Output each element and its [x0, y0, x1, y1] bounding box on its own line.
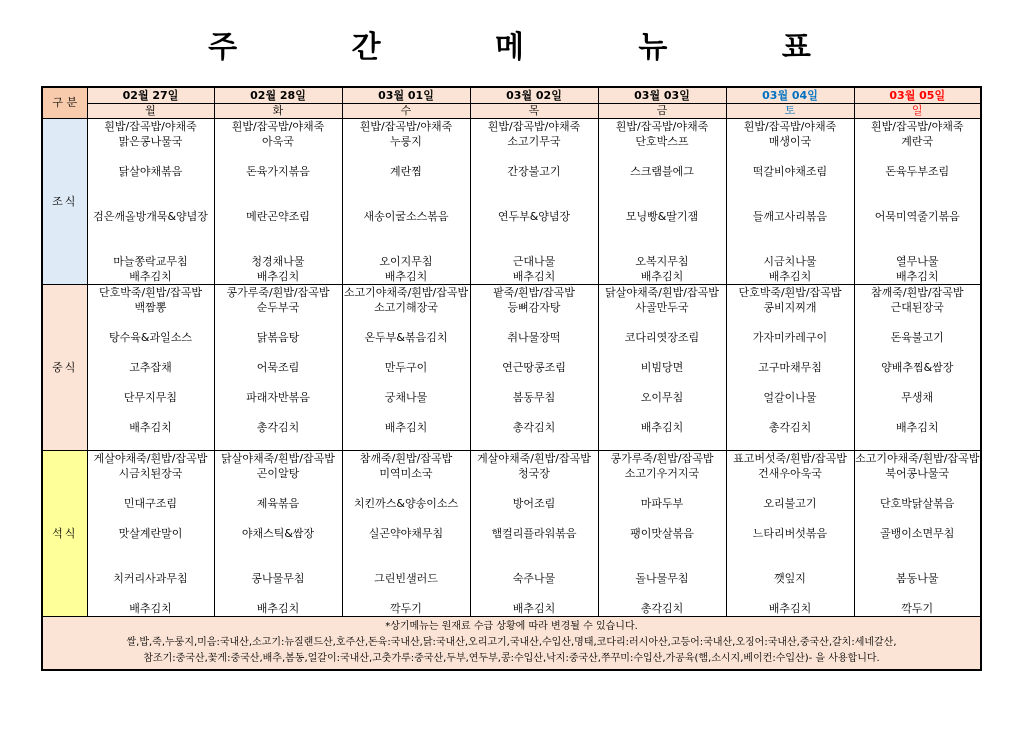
menu-item: 단무지무침: [123, 391, 178, 404]
menu-item: 북어콩나물국: [885, 467, 950, 480]
menu-item: 양배추찜&쌈장: [881, 361, 954, 374]
menu-item: 모닝빵&딸기잼: [625, 210, 699, 223]
menu-item: 배추김치: [640, 270, 684, 283]
menu-body: [42, 119, 981, 617]
menu-blank-slot: [599, 556, 726, 571]
menu-item: 돈육가지볶음: [246, 165, 310, 178]
menu-blank-slot: [215, 345, 342, 360]
menu-item: 소고기야채죽/흰밥/잡곡밥: [343, 286, 469, 299]
menu-blank-slot: [215, 556, 342, 571]
menu-blank-slot: [88, 194, 214, 209]
menu-cell: [342, 451, 470, 617]
menu-item: 배추김치: [129, 270, 172, 283]
menu-blank-slot: [727, 345, 854, 360]
menu-item: 게살야채죽/흰밥/잡곡밥: [93, 452, 208, 465]
weekday-header: 토: [726, 104, 854, 119]
menu-item: 계란국: [901, 135, 934, 148]
menu-blank-slot: [471, 556, 598, 571]
menu-blank-slot: [471, 345, 598, 360]
menu-blank-slot: [215, 224, 342, 239]
menu-item: 단호박죽/흰밥/잡곡밥: [738, 286, 842, 299]
menu-item: 들깨고사리볶음: [752, 210, 828, 223]
menu-item: 돈육두부조림: [885, 165, 950, 178]
menu-item: 돈육불고기: [890, 331, 944, 344]
menu-blank-slot: [855, 224, 981, 239]
menu-cell: [854, 119, 981, 285]
menu-blank-slot: [343, 511, 470, 526]
menu-blank-slot: [471, 541, 598, 556]
menu-item: 총각김치: [512, 421, 556, 434]
menu-item: 마파두부: [640, 497, 684, 510]
menu-item: 야채스틱&쌈장: [241, 527, 315, 540]
date-header: 03월 02일: [470, 87, 598, 104]
menu-item: 햄컬리플라워볶음: [491, 527, 577, 540]
menu-blank-slot: [599, 239, 726, 254]
menu-blank-slot: [88, 375, 214, 390]
menu-blank-slot: [855, 194, 981, 209]
menu-cell: [598, 119, 726, 285]
menu-blank-slot: [343, 345, 470, 360]
meal-row-2: [42, 451, 981, 617]
menu-item: 온두부&볶음김치: [364, 331, 448, 344]
menu-item: 총각김치: [640, 602, 684, 615]
menu-item: 곤이알탕: [256, 467, 300, 480]
menu-blank-slot: [88, 345, 214, 360]
menu-blank-slot: [88, 239, 214, 254]
menu-blank-slot: [343, 481, 470, 496]
menu-blank-slot: [471, 149, 598, 164]
menu-item: 닭살야채죽/흰밥/잡곡밥: [605, 286, 719, 299]
menu-item: 스크램블에그: [630, 165, 694, 178]
menu-blank-slot: [215, 179, 342, 194]
menu-blank-slot: [727, 435, 854, 450]
menu-blank-slot: [855, 541, 981, 556]
menu-item: 흰밥/잡곡밥/야채죽: [487, 120, 581, 133]
menu-item: 닭살야채죽/흰밥/잡곡밥: [221, 452, 335, 465]
menu-item: 배추김치: [895, 270, 939, 283]
menu-blank-slot: [343, 239, 470, 254]
menu-item: 골뱅이소면무침: [880, 527, 955, 540]
menu-item: 시금치나물: [763, 255, 817, 268]
date-header: 03월 05일: [854, 87, 981, 104]
menu-item: 돌나물무침: [635, 572, 689, 585]
menu-item: 근대나물: [512, 255, 556, 268]
menu-item: 등뼈감자탕: [507, 301, 561, 314]
menu-blank-slot: [727, 179, 854, 194]
menu-cell: [854, 285, 981, 451]
menu-item: 치커리사과무침: [113, 572, 188, 585]
menu-blank-slot: [855, 586, 981, 601]
menu-blank-slot: [471, 194, 598, 209]
menu-cell: [342, 119, 470, 285]
menu-blank-slot: [88, 481, 214, 496]
meal-label: 중식: [42, 285, 87, 451]
menu-item: 가자미카레구이: [752, 331, 828, 344]
menu-cell: [726, 285, 854, 451]
menu-item: 오복지무침: [635, 255, 689, 268]
menu-item: 배추김치: [384, 270, 428, 283]
date-header: 03월 03일: [598, 87, 726, 104]
date-header: 02월 28일: [214, 87, 342, 104]
meal-row-1: [42, 285, 981, 451]
menu-blank-slot: [343, 149, 470, 164]
weekday-header: 일: [854, 104, 981, 119]
menu-blank-slot: [855, 375, 981, 390]
menu-item: 소고기무국: [507, 135, 561, 148]
menu-blank-slot: [215, 435, 342, 450]
menu-blank-slot: [215, 541, 342, 556]
menu-item: 간장불고기: [507, 165, 561, 178]
menu-item: 배추김치: [512, 602, 556, 615]
menu-item: 떡갈비야채조림: [752, 165, 828, 178]
menu-blank-slot: [599, 149, 726, 164]
menu-blank-slot: [215, 481, 342, 496]
menu-item: 메란곤약조림: [246, 210, 310, 223]
menu-item: 방어조림: [512, 497, 556, 510]
menu-cell: [214, 451, 342, 617]
menu-item: 사골만두국: [635, 301, 689, 314]
menu-item: 연두부&양념장: [497, 210, 571, 223]
notice-row: [42, 617, 981, 671]
menu-item: 깻잎지: [774, 572, 806, 585]
menu-item: 참깨죽/흰밥/잡곡밥: [359, 452, 453, 465]
date-header: 03월 04일: [726, 87, 854, 104]
menu-item: 팥죽/흰밥/잡곡밥: [493, 286, 575, 299]
menu-item: 콩가루죽/흰밥/잡곡밥: [610, 452, 714, 465]
menu-blank-slot: [855, 435, 981, 450]
weekday-header: 금: [598, 104, 726, 119]
menu-item: 아욱국: [262, 135, 294, 148]
menu-blank-slot: [215, 405, 342, 420]
menu-blank-slot: [471, 511, 598, 526]
menu-item: 참깨죽/흰밥/잡곡밥: [871, 286, 964, 299]
menu-blank-slot: [727, 405, 854, 420]
menu-item: 실곤약야채무침: [368, 527, 444, 540]
menu-blank-slot: [599, 179, 726, 194]
menu-item: 비빔당면: [640, 361, 684, 374]
menu-blank-slot: [215, 149, 342, 164]
menu-blank-slot: [727, 511, 854, 526]
menu-item: 배추김치: [129, 602, 172, 615]
menu-item: 근대된장국: [890, 301, 944, 314]
menu-item: 배추김치: [256, 602, 300, 615]
menu-blank-slot: [215, 239, 342, 254]
menu-blank-slot: [343, 435, 470, 450]
menu-blank-slot: [343, 194, 470, 209]
menu-blank-slot: [727, 541, 854, 556]
menu-item: 단호박스프: [635, 135, 689, 148]
menu-cell: [726, 119, 854, 285]
menu-cell: [470, 119, 598, 285]
menu-blank-slot: [471, 405, 598, 420]
menu-item: 미역미소국: [379, 467, 433, 480]
menu-item: 콩가루죽/흰밥/잡곡밥: [226, 286, 330, 299]
menu-blank-slot: [855, 179, 981, 194]
menu-item: 배추김치: [384, 421, 428, 434]
menu-cell: [87, 285, 214, 451]
menu-cell: [598, 451, 726, 617]
weekday-header: 목: [470, 104, 598, 119]
menu-cell: [470, 451, 598, 617]
meal-label: 조식: [42, 119, 87, 285]
menu-item: 새송이굴소스볶음: [363, 210, 449, 223]
corner-label: 구 분: [42, 87, 87, 119]
menu-blank-slot: [88, 586, 214, 601]
menu-item: 배추김치: [640, 421, 684, 434]
meal-row-0: [42, 119, 981, 285]
origin-notice: [42, 617, 981, 671]
menu-blank-slot: [215, 511, 342, 526]
menu-item: 배추김치: [512, 270, 556, 283]
menu-blank-slot: [599, 586, 726, 601]
menu-blank-slot: [727, 481, 854, 496]
weekday-row: [42, 104, 981, 119]
menu-blank-slot: [599, 435, 726, 450]
menu-blank-slot: [727, 224, 854, 239]
menu-item: 치킨까스&양송이소스: [353, 497, 459, 510]
menu-item: 그린빈샐러드: [374, 572, 438, 585]
menu-item: 닭살야채볶음: [118, 165, 183, 178]
menu-blank-slot: [727, 315, 854, 330]
menu-item: 흰밥/잡곡밥/야채죽: [359, 120, 453, 133]
menu-blank-slot: [599, 224, 726, 239]
menu-blank-slot: [343, 315, 470, 330]
menu-item: 배추김치: [895, 421, 939, 434]
menu-blank-slot: [215, 194, 342, 209]
menu-item: 맑은콩나물국: [118, 135, 183, 148]
menu-item: 배추김치: [768, 602, 812, 615]
menu-blank-slot: [215, 375, 342, 390]
menu-item: 취나물장떡: [507, 331, 561, 344]
weekday-header: 월: [87, 104, 214, 119]
menu-blank-slot: [855, 345, 981, 360]
menu-blank-slot: [88, 315, 214, 330]
menu-item: 맛살계란말이: [118, 527, 183, 540]
menu-item: 고구마채무침: [758, 361, 822, 374]
menu-item: 얼갈이나물: [763, 391, 817, 404]
menu-item: 만두구이: [384, 361, 428, 374]
menu-item: 흰밥/잡곡밥/야채죽: [615, 120, 709, 133]
menu-blank-slot: [599, 194, 726, 209]
menu-blank-slot: [855, 315, 981, 330]
menu-item: 건새우아욱국: [758, 467, 822, 480]
meal-label: 석식: [42, 451, 87, 617]
menu-cell: [854, 451, 981, 617]
menu-blank-slot: [599, 315, 726, 330]
date-header: 02월 27일: [87, 87, 214, 104]
notice-line: 참조기:중국산,꽃게:중국산,배추,봄동,얼갈이:국내산,고춧가루:중국산,두부,연두부,콩:수입산,낙지:중국산,쭈꾸미:수입산,가공육(햄,소시지,베이컨:수입산)- 을 사용합니다.: [143, 653, 880, 664]
menu-item: 콩비지찌개: [763, 301, 817, 314]
menu-item: 팽이맛살볶음: [630, 527, 694, 540]
menu-item: 마늘쫑락교무침: [113, 255, 188, 268]
menu-cell: [598, 285, 726, 451]
menu-item: 숙주나물: [512, 572, 556, 585]
menu-blank-slot: [471, 435, 598, 450]
menu-blank-slot: [471, 224, 598, 239]
menu-item: 어묵조림: [256, 361, 300, 374]
menu-blank-slot: [855, 239, 981, 254]
menu-item: 코다리엿장조림: [624, 331, 700, 344]
menu-item: 게살야채죽/흰밥/잡곡밥: [477, 452, 591, 465]
menu-item: 소고기해장국: [374, 301, 438, 314]
menu-cell: [87, 451, 214, 617]
menu-cell: [87, 119, 214, 285]
menu-blank-slot: [343, 375, 470, 390]
menu-item: 청경채나물: [251, 255, 305, 268]
menu-cell: [470, 285, 598, 451]
menu-blank-slot: [599, 345, 726, 360]
menu-item: 흰밥/잡곡밥/야채죽: [104, 120, 197, 133]
menu-blank-slot: [727, 375, 854, 390]
menu-item: 시금치된장국: [118, 467, 183, 480]
menu-blank-slot: [343, 556, 470, 571]
menu-cell: [726, 451, 854, 617]
menu-item: 민대구조림: [123, 497, 178, 510]
menu-item: 봄동나물: [895, 572, 939, 585]
menu-blank-slot: [343, 541, 470, 556]
menu-item: 표고버섯죽/흰밥/잡곡밥: [733, 452, 847, 465]
menu-item: 느타리버섯볶음: [752, 527, 828, 540]
menu-blank-slot: [88, 224, 214, 239]
menu-blank-slot: [855, 149, 981, 164]
menu-item: 열무나물: [895, 255, 939, 268]
menu-blank-slot: [88, 179, 214, 194]
menu-blank-slot: [471, 586, 598, 601]
menu-cell: [214, 119, 342, 285]
menu-item: 단호박닭살볶음: [880, 497, 955, 510]
menu-blank-slot: [599, 481, 726, 496]
menu-item: 흰밥/잡곡밥/야채죽: [871, 120, 964, 133]
menu-blank-slot: [727, 239, 854, 254]
menu-blank-slot: [855, 511, 981, 526]
menu-blank-slot: [215, 586, 342, 601]
menu-blank-slot: [88, 435, 214, 450]
menu-item: 소고기야채죽/흰밥/잡곡밥: [855, 452, 980, 465]
menu-item: 배추김치: [768, 270, 812, 283]
menu-item: 깍두기: [901, 602, 934, 615]
menu-item: 흰밥/잡곡밥/야채죽: [743, 120, 837, 133]
menu-blank-slot: [88, 556, 214, 571]
menu-cell: [214, 285, 342, 451]
menu-item: 계란찜: [390, 165, 422, 178]
menu-item: 깍두기: [390, 602, 422, 615]
menu-blank-slot: [599, 511, 726, 526]
menu-blank-slot: [855, 405, 981, 420]
date-row: [42, 87, 981, 104]
menu-blank-slot: [471, 179, 598, 194]
weekday-header: 수: [342, 104, 470, 119]
menu-blank-slot: [471, 315, 598, 330]
menu-item: 배추김치: [129, 421, 172, 434]
menu-item: 무생채: [901, 391, 934, 404]
menu-item: 소고기우거지국: [624, 467, 700, 480]
menu-blank-slot: [855, 481, 981, 496]
menu-item: 누룽지: [390, 135, 422, 148]
menu-item: 닭볶음탕: [256, 331, 300, 344]
menu-item: 백짬뽕: [134, 301, 167, 314]
menu-blank-slot: [88, 511, 214, 526]
menu-blank-slot: [343, 405, 470, 420]
date-header: 03월 01일: [342, 87, 470, 104]
menu-item: 오이지무침: [379, 255, 433, 268]
menu-item: 오이무침: [640, 391, 684, 404]
menu-blank-slot: [88, 149, 214, 164]
menu-cell: [342, 285, 470, 451]
menu-item: 검은깨올방개묵&양념장: [93, 210, 208, 223]
menu-item: 궁채나물: [384, 391, 428, 404]
menu-item: 제육볶음: [256, 497, 300, 510]
menu-item: 탕수육&과일소스: [109, 331, 192, 344]
menu-item: 매생이국: [768, 135, 812, 148]
menu-item: 파래자반볶음: [246, 391, 310, 404]
menu-item: 총각김치: [768, 421, 812, 434]
menu-item: 단호박죽/흰밥/잡곡밥: [98, 286, 203, 299]
menu-item: 흰밥/잡곡밥/야채죽: [231, 120, 325, 133]
menu-blank-slot: [88, 541, 214, 556]
menu-item: 어묵미역줄기볶음: [874, 210, 960, 223]
menu-item: 고추잡채: [129, 361, 172, 374]
menu-item: 청국장: [518, 467, 550, 480]
weekday-header: 화: [214, 104, 342, 119]
menu-blank-slot: [727, 149, 854, 164]
menu-item: 봄동무침: [512, 391, 556, 404]
menu-item: 순두부국: [256, 301, 300, 314]
menu-blank-slot: [215, 315, 342, 330]
page-title: 주 간 메 뉴 표: [208, 30, 863, 65]
menu-blank-slot: [471, 239, 598, 254]
menu-blank-slot: [471, 375, 598, 390]
menu-blank-slot: [343, 179, 470, 194]
menu-blank-slot: [88, 405, 214, 420]
menu-blank-slot: [343, 224, 470, 239]
menu-item: 콩나물무침: [251, 572, 305, 585]
menu-blank-slot: [727, 556, 854, 571]
menu-blank-slot: [727, 194, 854, 209]
menu-blank-slot: [343, 586, 470, 601]
menu-blank-slot: [599, 541, 726, 556]
menu-blank-slot: [727, 586, 854, 601]
menu-blank-slot: [855, 556, 981, 571]
notice-line: 쌀,밥,죽,누룽지,미음:국내산,소고기:뉴질랜드산,호주산,돈육:국내산,닭:국내산,오리고기,국내산,수입산,명태,코다리:러시아산,고등어:국내산,오징어:국내산,중국산,갈치:세네갈산,: [126, 637, 897, 648]
menu-item: 총각김치: [256, 421, 300, 434]
menu-blank-slot: [471, 481, 598, 496]
weekly-menu-table: [41, 86, 982, 671]
menu-blank-slot: [599, 405, 726, 420]
notice-line: *상기메뉴는 원재료 수급 상황에 따라 변경될 수 있습니다.: [385, 621, 638, 632]
menu-blank-slot: [599, 375, 726, 390]
menu-item: 배추김치: [256, 270, 300, 283]
menu-item: 오리불고기: [763, 497, 817, 510]
menu-item: 연근땅콩조림: [502, 361, 566, 374]
